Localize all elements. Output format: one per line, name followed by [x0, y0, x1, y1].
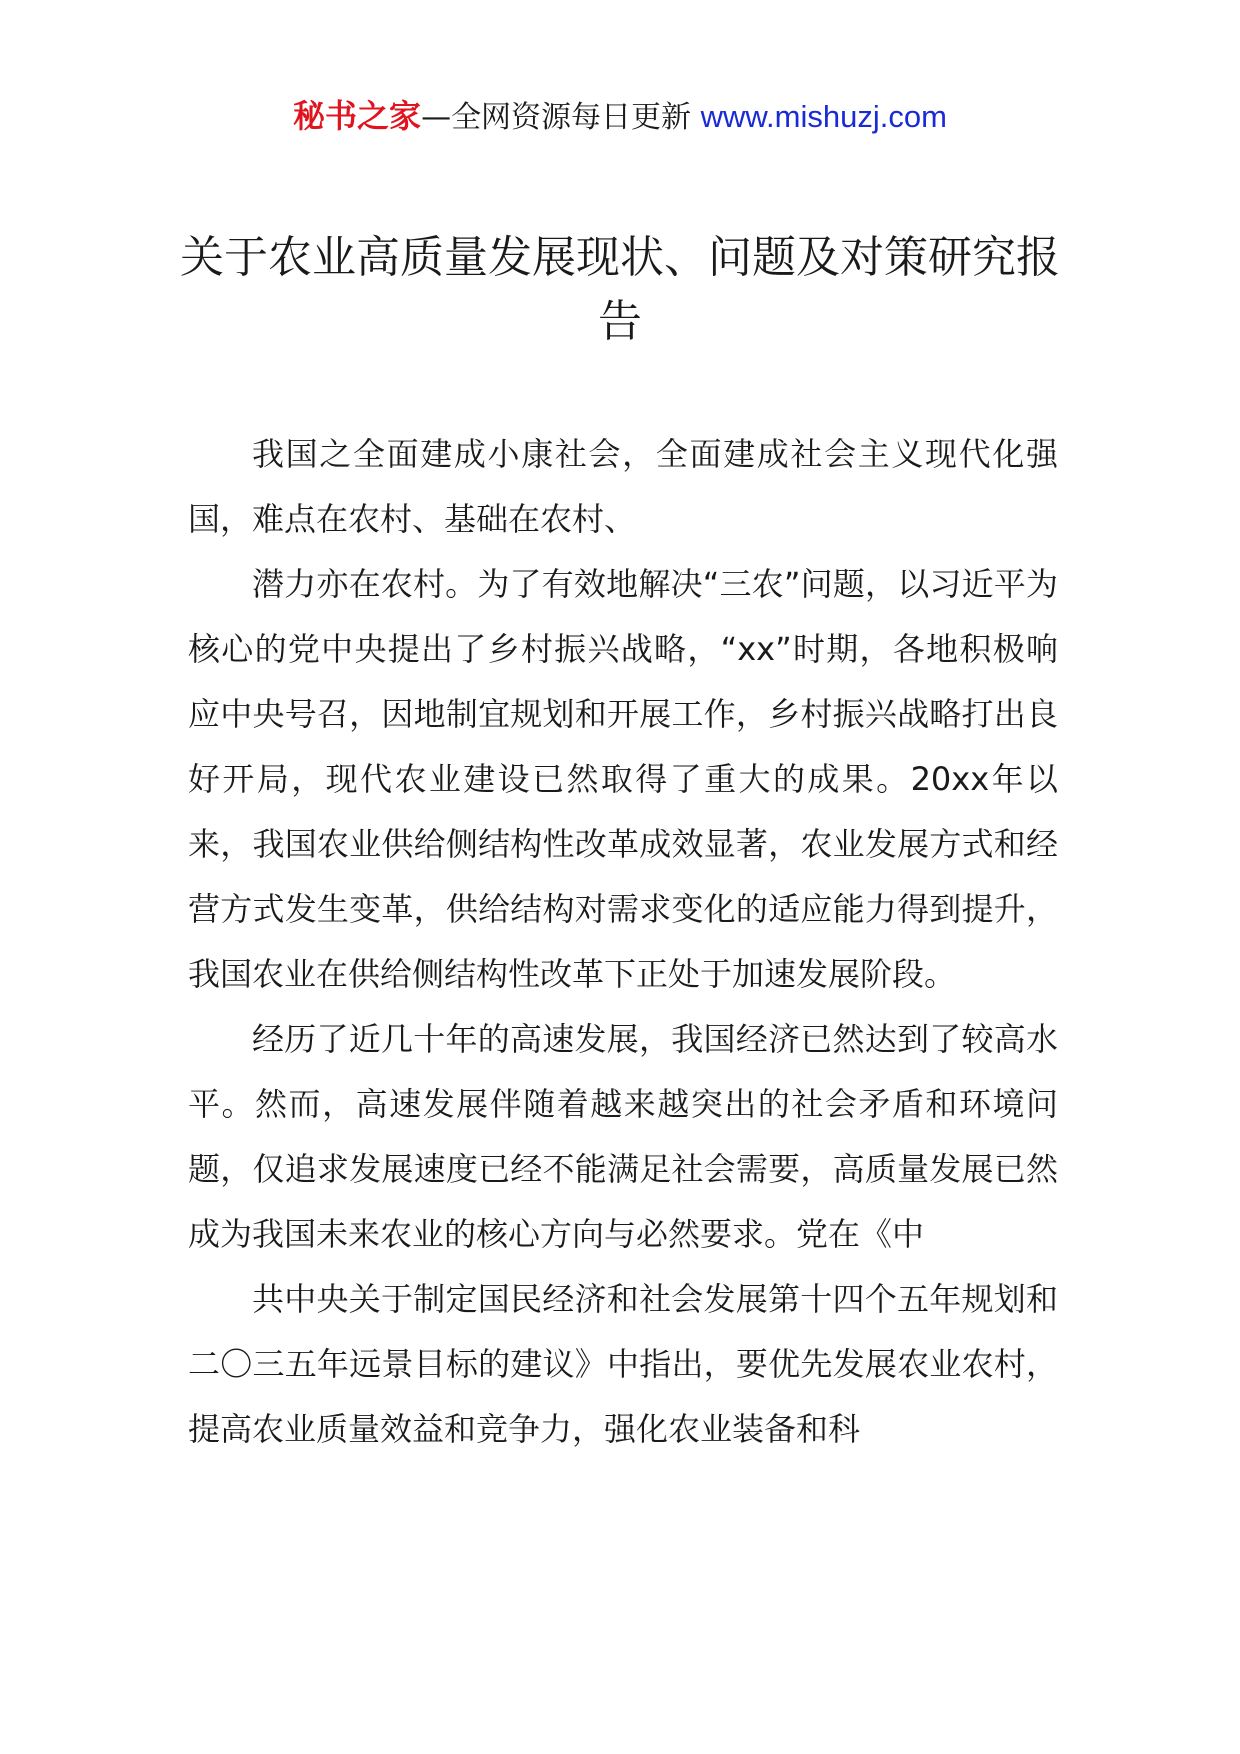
site-header: [0, 96, 1240, 138]
paragraph: 潜力亦在农村。为了有效地解决“三农”问题，以习近平为核心的党中央提出了乡村振兴战略，“xx”时期，各地积极响应中央号召，因地制宜规划和开展工作，乡村振兴战略打出良好开局，现代农业建设已然取得了重大的成果。20xx年以来，我国农业供给侧结构性改革成效显著，农业发展方式和经营方式发生变革，供给结构对需求变化的适应能力得到提升，我国农业在供给侧结构性改革下正处于加速发展阶段。: [188, 565, 1058, 993]
site-brand: 秘书之家: [293, 97, 422, 135]
paragraph: 我国之全面建成小康社会，全面建成社会主义现代化强国，难点在农村、基础在农村、: [188, 435, 1058, 538]
paragraph: 共中央关于制定国民经济和社会发展第十四个五年规划和二〇三五年远景目标的建议》中指出，要优先发展农业农村，提高农业质量效益和竞争力，强化农业装备和科: [188, 1280, 1058, 1448]
site-tagline: —全网资源每日更新: [421, 100, 692, 135]
document-body: [188, 422, 1058, 1462]
document-title: 关于农业高质量发展现状、问题及对策研究报告: [180, 232, 1060, 347]
site-url-link[interactable]: www.mishuzj.com: [700, 99, 947, 134]
paragraph: 经历了近几十年的高速发展，我国经济已然达到了较高水平。然而，高速发展伴随着越来越突出的社会矛盾和环境问题，仅追求发展速度已经不能满足社会需要，高质量发展已然成为我国未来农业的核心方向与必然要求。党在《中: [188, 1020, 1058, 1253]
